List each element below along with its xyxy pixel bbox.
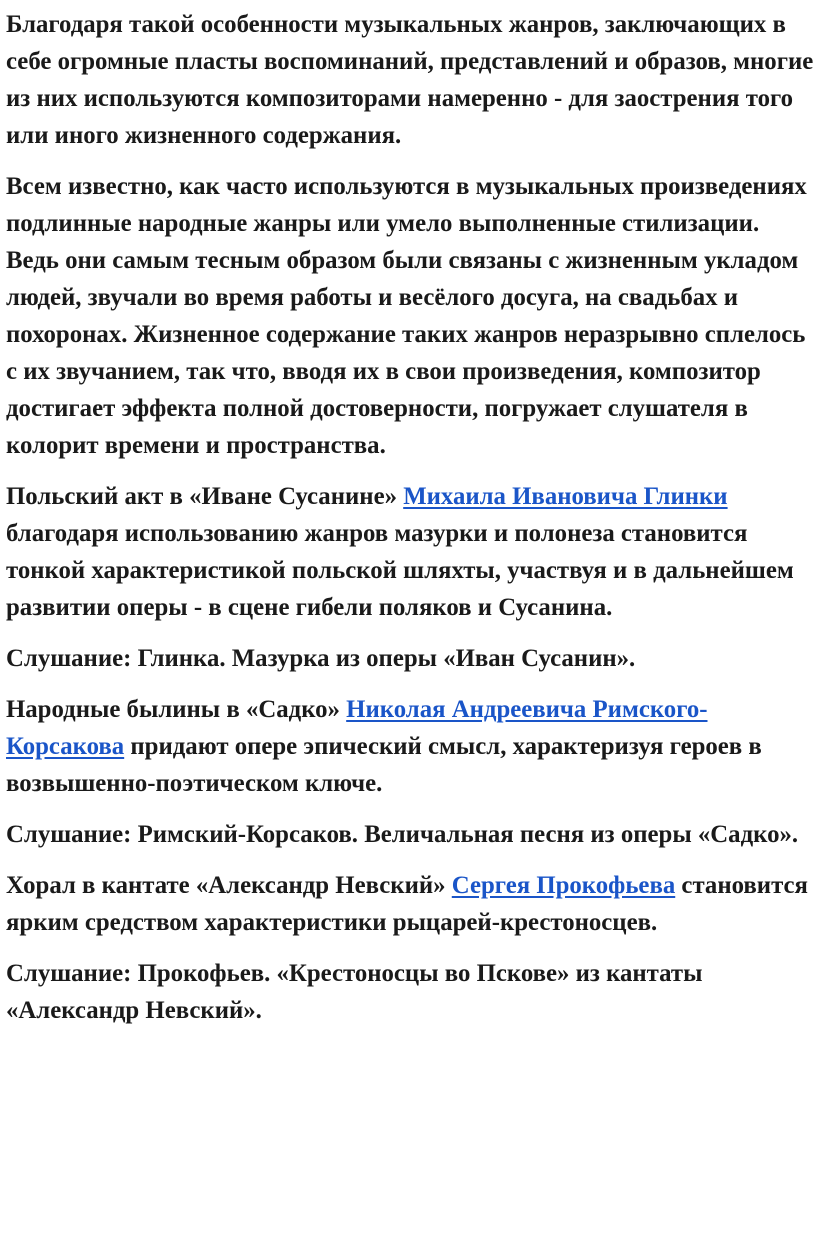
listening-rimsky-korsakov [6, 816, 814, 853]
paragraph-text: становится ярким средством характеристики рыцарей-крестоносцев. [6, 872, 808, 936]
document-body [6, 6, 814, 1029]
paragraph-text: Хорал в кантате «Александр Невский» [6, 872, 452, 899]
paragraph-text: Слушание: Римский-Корсаков. Величальная песня из оперы «Садко». [6, 821, 799, 848]
link-glinka[interactable]: Михаила Ивановича Глинки [403, 483, 728, 510]
paragraph-text: Польский акт в «Иване Сусанине» [6, 483, 404, 510]
paragraph-glinka [6, 478, 814, 626]
paragraph-text: Слушание: Глинка. Мазурка из оперы «Иван Сусанин». [6, 645, 636, 672]
listening-glinka [6, 640, 814, 677]
paragraph-text: Благодаря такой особенности музыкальных жанров, заключающих в себе огромные пласты воспоминаний, представлений и образов, многие из них используются композиторами намеренно - для заострения того или иного жизненного содержания. [6, 11, 814, 149]
paragraph-rimsky-korsakov [6, 691, 814, 802]
paragraph-text: благодаря использованию жанров мазурки и полонеза становится тонкой характеристикой польской шляхты, участвуя и в дальнейшем развитии оперы - в сцене гибели поляков и Сусанина. [6, 520, 794, 621]
paragraph-prokofiev [6, 867, 814, 941]
listening-prokofiev [6, 955, 814, 1029]
link-prokofiev[interactable]: Сергея Прокофьева [451, 872, 676, 899]
paragraph-genres-memories [6, 6, 814, 154]
paragraph-text: Народные былины в «Садко» [6, 696, 347, 723]
paragraph-text: придают опере эпический смысл, характеризуя героев в возвышенно-поэтическом ключе. [6, 733, 762, 797]
link-rimsky-korsakov[interactable]: Николая Андреевича Римского-Корсакова [6, 696, 708, 760]
paragraph-folk-genres [6, 168, 814, 464]
paragraph-text: Всем известно, как часто используются в музыкальных произведениях подлинные народные жанры или умело выполненные стилизации. Ведь они самым тесным образом были связаны с жизненным укладом людей, звучали во время работы и весёлого досуга, на свадьбах и похоронах. Жизненное содержание таких жанров неразрывно сплелось с их звучанием, так что, вводя их в свои произведения, композитор достигает эффекта полной достоверности, погружает слушателя в колорит времени и пространства. [6, 173, 807, 459]
paragraph-text: Слушание: Прокофьев. «Крестоносцы во Пскове» из кантаты «Александр Невский». [6, 960, 703, 1024]
